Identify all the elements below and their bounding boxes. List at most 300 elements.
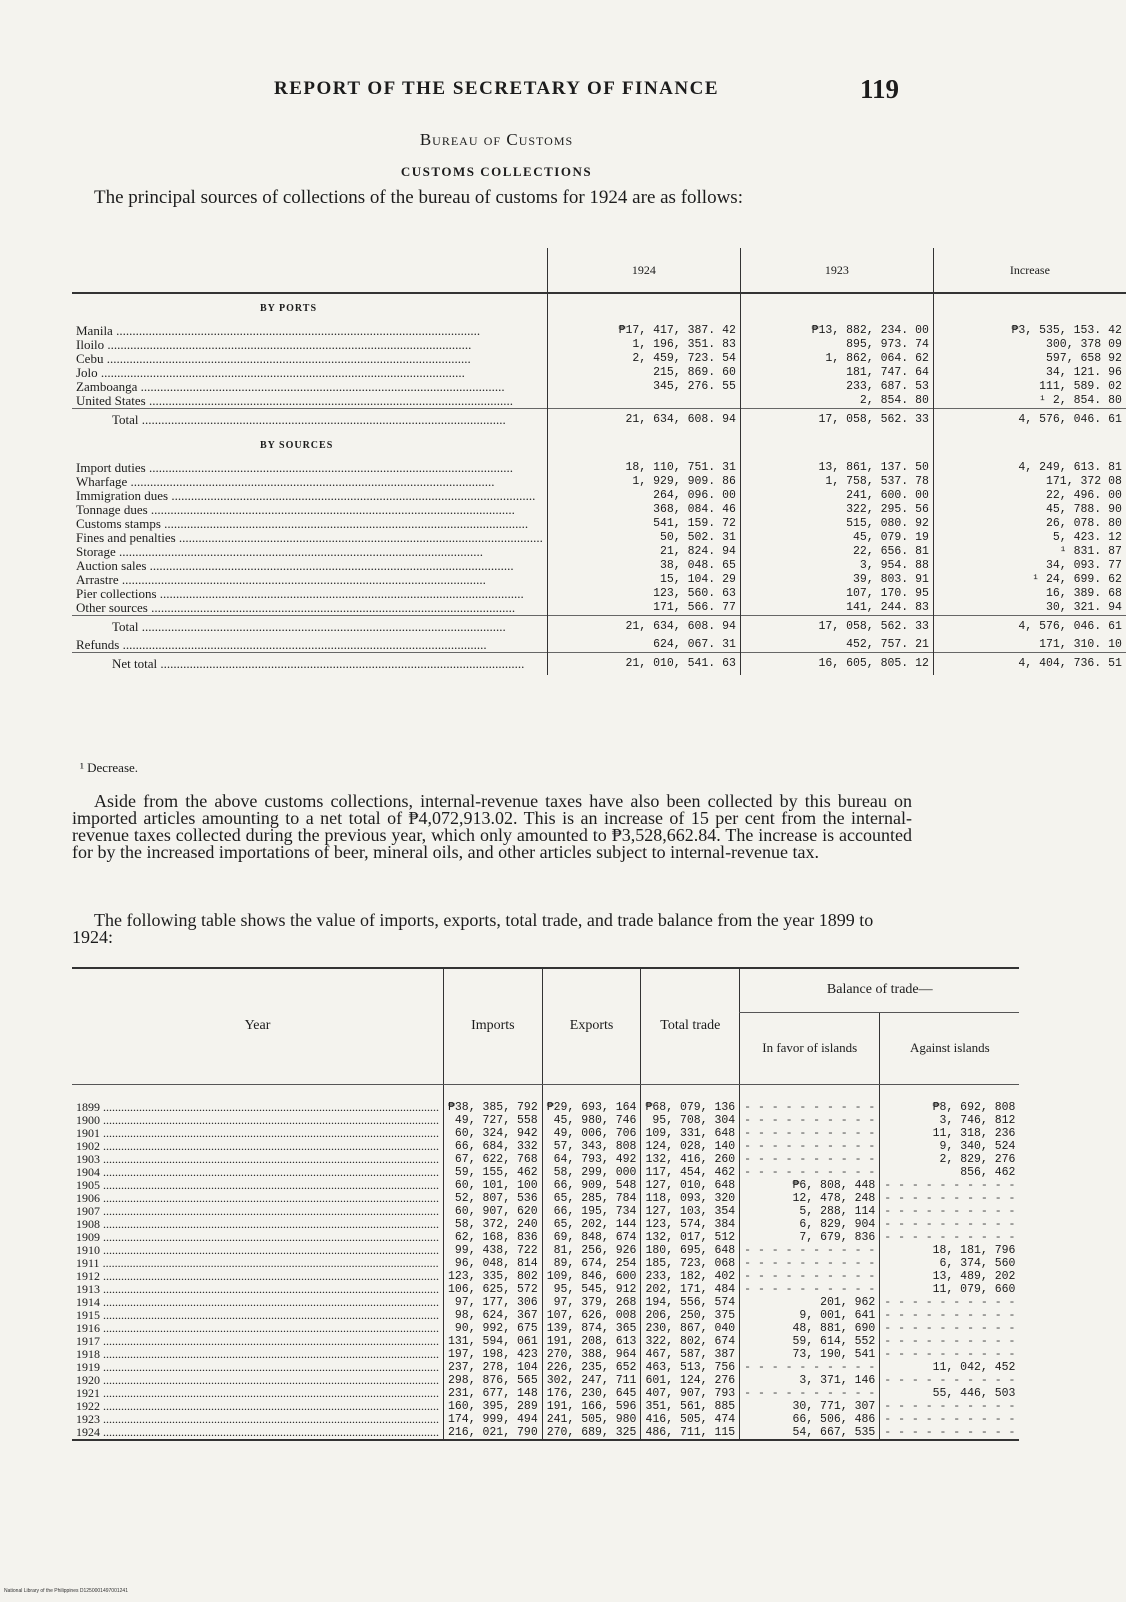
- value-cell: 132, 017, 512: [641, 1231, 740, 1244]
- row-label-text: Import duties: [76, 460, 146, 475]
- value-cell: 54, 667, 535: [740, 1426, 880, 1440]
- value-cell: 197, 198, 423: [444, 1348, 543, 1361]
- year-text: 1916: [76, 1320, 100, 1335]
- value-cell: - - - - - - - - - -: [880, 1335, 1020, 1348]
- value-cell: 181, 747. 64: [740, 366, 933, 380]
- value-cell: 6, 374, 560: [880, 1257, 1020, 1270]
- leader-dots: [113, 323, 480, 338]
- value-cell: - - - - - - - - - -: [880, 1296, 1020, 1309]
- table-row: [72, 352, 1126, 366]
- value-cell: 13, 489, 202: [880, 1270, 1020, 1283]
- value-cell: 34, 093. 77: [933, 559, 1126, 573]
- value-cell: 21, 634, 608. 94: [547, 409, 740, 432]
- value-cell: 191, 208, 613: [542, 1335, 641, 1348]
- value-cell: 66, 506, 486: [740, 1413, 880, 1426]
- value-cell: 171, 566. 77: [547, 601, 740, 616]
- label-column-header: [72, 248, 547, 293]
- value-cell: 9, 340, 524: [880, 1140, 1020, 1153]
- value-cell: 624, 067. 31: [547, 638, 740, 653]
- value-cell: 73, 190, 541: [740, 1348, 880, 1361]
- empty-cell: [740, 431, 933, 461]
- row-label: [72, 503, 547, 517]
- year-text: 1903: [76, 1151, 100, 1166]
- total-trade-column-header: Total trade: [641, 968, 740, 1084]
- row-label-text: Wharfage: [76, 474, 128, 489]
- intro-paragraph: The principal sources of collections of the bureau of customs for 1924 are as follows:: [94, 187, 743, 208]
- value-cell: 111, 589. 02: [933, 380, 1126, 394]
- year-text: 1899: [76, 1099, 100, 1114]
- leader-dots: [100, 1386, 439, 1400]
- leader-dots: [100, 1178, 439, 1192]
- row-label: [72, 653, 547, 676]
- leader-dots: [139, 619, 506, 634]
- value-cell: 486, 711, 115: [641, 1426, 740, 1440]
- value-cell: 117, 454, 462: [641, 1166, 740, 1179]
- running-header: REPORT OF THE SECRETARY OF FINANCE: [273, 78, 720, 99]
- balance-of-trade-header: Balance of trade—: [740, 968, 1020, 1012]
- value-cell: 60, 907, 620: [444, 1205, 543, 1218]
- leader-dots: [100, 1230, 439, 1244]
- value-cell: ₱29, 693, 164: [542, 1084, 641, 1114]
- leader-dots: [119, 637, 486, 652]
- value-cell: - - - - - - - - - -: [880, 1205, 1020, 1218]
- row-label: [72, 531, 547, 545]
- value-cell: 16, 389. 68: [933, 587, 1126, 601]
- year-text: 1921: [76, 1385, 100, 1400]
- value-cell: 59, 614, 552: [740, 1335, 880, 1348]
- value-cell: 237, 278, 104: [444, 1361, 543, 1374]
- leader-dots: [100, 1139, 439, 1153]
- value-cell: 30, 771, 307: [740, 1400, 880, 1413]
- sub-heading: CUSTOMS COLLECTIONS: [400, 164, 593, 179]
- value-cell: ₱38, 385, 792: [444, 1084, 543, 1114]
- value-cell: 123, 574, 384: [641, 1218, 740, 1231]
- leader-dots: [146, 460, 513, 475]
- value-cell: - - - - - - - - - -: [880, 1179, 1020, 1192]
- leader-dots: [100, 1321, 439, 1335]
- value-cell: - - - - - - - - - -: [880, 1413, 1020, 1426]
- value-cell: - - - - - - - - - -: [880, 1322, 1020, 1335]
- row-label-text: Auction sales: [76, 558, 147, 573]
- group-heading-row: [72, 293, 1126, 324]
- group-heading: BY PORTS: [260, 303, 318, 314]
- row-label-text: Iloilo: [76, 337, 105, 352]
- year-text: 1902: [76, 1138, 100, 1153]
- leader-dots: [157, 586, 524, 601]
- value-cell: 895, 973. 74: [740, 338, 933, 352]
- value-cell: 17, 058, 562. 33: [740, 616, 933, 639]
- value-cell: - - - - - - - - - -: [740, 1283, 880, 1296]
- value-cell: 230, 867, 040: [641, 1322, 740, 1335]
- value-cell: 58, 372, 240: [444, 1218, 543, 1231]
- imports-column-header: Imports: [444, 968, 543, 1084]
- row-label: [72, 338, 547, 352]
- leader-dots: [139, 412, 506, 427]
- value-cell: 49, 006, 706: [542, 1127, 641, 1140]
- value-cell: 109, 846, 600: [542, 1270, 641, 1283]
- leader-dots: [100, 1295, 439, 1309]
- value-cell: 1, 196, 351. 83: [547, 338, 740, 352]
- value-cell: 58, 299, 000: [542, 1166, 641, 1179]
- value-cell: - - - - - - - - - -: [880, 1426, 1020, 1440]
- row-label-text: Storage: [76, 544, 116, 559]
- table-row: [72, 489, 1126, 503]
- value-cell: ₱17, 417, 387. 42: [547, 324, 740, 338]
- value-cell: 185, 723, 068: [641, 1257, 740, 1270]
- value-cell: 264, 096. 00: [547, 489, 740, 503]
- value-cell: 270, 689, 325: [542, 1426, 641, 1440]
- row-label: [72, 573, 547, 587]
- group-heading-row: [72, 431, 1126, 461]
- value-cell: 123, 335, 802: [444, 1270, 543, 1283]
- leader-dots: [100, 1204, 439, 1218]
- value-cell: - - - - - - - - - -: [880, 1218, 1020, 1231]
- table-row: [72, 366, 1126, 380]
- value-cell: 174, 999, 494: [444, 1413, 543, 1426]
- leader-dots: [100, 1282, 439, 1296]
- value-cell: 3, 954. 88: [740, 559, 933, 573]
- value-cell: 2, 459, 723. 54: [547, 352, 740, 366]
- value-cell: 2, 854. 80: [740, 394, 933, 409]
- col-header-1923: 1923: [740, 248, 933, 293]
- value-cell: 38, 048. 65: [547, 559, 740, 573]
- table-row: [72, 1426, 1019, 1440]
- value-cell: 60, 324, 942: [444, 1127, 543, 1140]
- value-cell: 4, 404, 736. 51: [933, 653, 1126, 676]
- year-text: 1901: [76, 1125, 100, 1140]
- year-text: 1910: [76, 1242, 100, 1257]
- value-cell: 95, 545, 912: [542, 1283, 641, 1296]
- value-cell: - - - - - - - - - -: [880, 1374, 1020, 1387]
- value-cell: 463, 513, 756: [641, 1361, 740, 1374]
- year-text: 1907: [76, 1203, 100, 1218]
- year-text: 1905: [76, 1177, 100, 1192]
- value-cell: - - - - - - - - - -: [740, 1153, 880, 1166]
- value-cell: 21, 824. 94: [547, 545, 740, 559]
- leader-dots: [119, 572, 486, 587]
- value-cell: 50, 502. 31: [547, 531, 740, 545]
- row-label: [72, 616, 547, 639]
- footnote: ¹ Decrease.: [80, 760, 139, 775]
- leader-dots: [100, 1425, 439, 1439]
- value-cell: 171, 310. 10: [933, 638, 1126, 653]
- value-cell: 141, 244. 83: [740, 601, 933, 616]
- value-cell: 109, 331, 648: [641, 1127, 740, 1140]
- value-cell: ₱3, 535, 153. 42: [933, 324, 1126, 338]
- value-cell: 194, 556, 574: [641, 1296, 740, 1309]
- value-cell: 300, 378 09: [933, 338, 1126, 352]
- value-cell: 322, 295. 56: [740, 503, 933, 517]
- group-heading: BY SOURCES: [260, 440, 334, 451]
- table-row: [72, 338, 1126, 352]
- row-label-text: Refunds: [76, 637, 120, 652]
- leader-dots: [100, 1399, 439, 1413]
- table-row: [72, 394, 1126, 409]
- leader-dots: [100, 1412, 439, 1426]
- value-cell: - - - - - - - - - -: [880, 1400, 1020, 1413]
- value-cell: 60, 101, 100: [444, 1179, 543, 1192]
- page-number: 119: [860, 74, 900, 104]
- row-label-text: Fines and penalties: [76, 530, 176, 545]
- row-label-text: United States: [76, 393, 146, 408]
- year-text: 1915: [76, 1307, 100, 1322]
- value-cell: 368, 084. 46: [547, 503, 740, 517]
- value-cell: 123, 560. 63: [547, 587, 740, 601]
- against-column-header: Against islands: [880, 1012, 1020, 1084]
- value-cell: 67, 622, 768: [444, 1153, 543, 1166]
- table-row: [72, 601, 1126, 616]
- value-cell: 201, 962: [740, 1296, 880, 1309]
- value-cell: 233, 182, 402: [641, 1270, 740, 1283]
- leader-dots: [98, 365, 465, 380]
- leader-dots: [137, 379, 504, 394]
- leader-dots: [100, 1191, 439, 1205]
- value-cell: - - - - - - - - - -: [880, 1348, 1020, 1361]
- leader-dots: [146, 393, 513, 408]
- value-cell: 18, 110, 751. 31: [547, 461, 740, 475]
- leader-dots: [100, 1243, 439, 1257]
- value-cell: - - - - - - - - - -: [740, 1114, 880, 1127]
- value-cell: - - - - - - - - - -: [880, 1309, 1020, 1322]
- value-cell: 89, 674, 254: [542, 1257, 641, 1270]
- value-cell: 48, 881, 690: [740, 1322, 880, 1335]
- row-label-text: Manila: [76, 323, 113, 338]
- value-cell: 7, 679, 836: [740, 1231, 880, 1244]
- table-row: [72, 324, 1126, 338]
- value-cell: - - - - - - - - - -: [880, 1231, 1020, 1244]
- leader-dots: [104, 337, 471, 352]
- value-cell: 66, 684, 332: [444, 1140, 543, 1153]
- body-paragraph: Aside from the above customs collections, internal-revenue taxes have also been collected by this bureau on imported articles amounting to a net total of ₱4,072,913.02. This is an increase of 15 per cent from the internal-revenue taxes collected during the previous year, which only amounted to ₱3,528,662.84. The increase is accounted for by the increased importations of beer, mineral oils, and other articles subject to internal-revenue tax.: [72, 791, 912, 862]
- leader-dots: [116, 544, 483, 559]
- value-cell: - - - - - - - - - -: [740, 1270, 880, 1283]
- row-label: [72, 638, 547, 653]
- value-cell: 452, 757. 21: [740, 638, 933, 653]
- table-row: [72, 1084, 1019, 1114]
- value-cell: 107, 170. 95: [740, 587, 933, 601]
- value-cell: 416, 505, 474: [641, 1413, 740, 1426]
- table-row: [72, 573, 1126, 587]
- value-cell: 1, 758, 537. 78: [740, 475, 933, 489]
- value-cell: ₱68, 079, 136: [641, 1084, 740, 1114]
- value-cell: 216, 021, 790: [444, 1426, 543, 1440]
- value-cell: 176, 230, 645: [542, 1387, 641, 1400]
- row-label-text: Customs stamps: [76, 516, 161, 531]
- leader-dots: [100, 1334, 439, 1348]
- value-cell: 856, 462: [880, 1166, 1020, 1179]
- row-label: [72, 352, 547, 366]
- value-cell: 351, 561, 885: [641, 1400, 740, 1413]
- leader-dots: [100, 1269, 439, 1283]
- leader-dots: [100, 1373, 439, 1387]
- row-label-text: Pier collections: [76, 586, 157, 601]
- value-cell: 45, 980, 746: [542, 1114, 641, 1127]
- value-cell: 21, 010, 541. 63: [547, 653, 740, 676]
- value-cell: 407, 907, 793: [641, 1387, 740, 1400]
- value-cell: 65, 202, 144: [542, 1218, 641, 1231]
- value-cell: 601, 124, 276: [641, 1374, 740, 1387]
- row-label: [72, 324, 547, 338]
- value-cell: 97, 177, 306: [444, 1296, 543, 1309]
- leader-dots: [161, 516, 528, 531]
- empty-cell: [933, 293, 1126, 324]
- leader-dots: [148, 502, 515, 517]
- col-header-1924: 1924: [547, 248, 740, 293]
- value-cell: 345, 276. 55: [547, 380, 740, 394]
- row-label: [72, 587, 547, 601]
- value-cell: 1, 862, 064. 62: [740, 352, 933, 366]
- value-cell: 66, 195, 734: [542, 1205, 641, 1218]
- value-cell: 139, 874, 365: [542, 1322, 641, 1335]
- value-cell: 98, 624, 367: [444, 1309, 543, 1322]
- value-cell: 99, 438, 722: [444, 1244, 543, 1257]
- value-cell: 11, 042, 452: [880, 1361, 1020, 1374]
- row-label-text: Net total: [112, 656, 158, 671]
- empty-cell: [547, 293, 740, 324]
- value-cell: 45, 079. 19: [740, 531, 933, 545]
- row-label-text: Cebu: [76, 351, 104, 366]
- col-header-increase: Increase: [933, 248, 1126, 293]
- leader-dots: [100, 1256, 439, 1270]
- leader-dots: [100, 1360, 439, 1374]
- value-cell: - - - - - - - - - -: [740, 1387, 880, 1400]
- value-cell: 39, 803. 91: [740, 573, 933, 587]
- value-cell: 26, 078. 80: [933, 517, 1126, 531]
- year-text: 1900: [76, 1112, 100, 1127]
- value-cell: 241, 505, 980: [542, 1413, 641, 1426]
- row-label: [72, 461, 547, 475]
- value-cell: 3, 746, 812: [880, 1114, 1020, 1127]
- customs-collections-table: [72, 248, 1126, 675]
- table-row: [72, 517, 1126, 531]
- table-row: [72, 475, 1126, 489]
- value-cell: 541, 159. 72: [547, 517, 740, 531]
- table-row: [72, 559, 1126, 573]
- value-cell: 597, 658 92: [933, 352, 1126, 366]
- in-favor-column-header: In favor of islands: [740, 1012, 880, 1084]
- value-cell: ¹ 24, 699. 62: [933, 573, 1126, 587]
- value-cell: 107, 626, 008: [542, 1309, 641, 1322]
- value-cell: 13, 861, 137. 50: [740, 461, 933, 475]
- row-label: [72, 475, 547, 489]
- value-cell: 34, 121. 96: [933, 366, 1126, 380]
- value-cell: - - - - - - - - - -: [740, 1244, 880, 1257]
- table-row: [72, 409, 1126, 432]
- year-text: 1913: [76, 1281, 100, 1296]
- leader-dots: [127, 474, 494, 489]
- leader-dots: [100, 1126, 439, 1140]
- value-cell: 4, 576, 046. 61: [933, 616, 1126, 639]
- value-cell: 59, 155, 462: [444, 1166, 543, 1179]
- value-cell: 3, 371, 146: [740, 1374, 880, 1387]
- year-text: 1920: [76, 1372, 100, 1387]
- value-cell: 2, 829, 276: [880, 1153, 1020, 1166]
- value-cell: 17, 058, 562. 33: [740, 409, 933, 432]
- empty-cell: [740, 293, 933, 324]
- table-row: [72, 587, 1126, 601]
- value-cell: 66, 909, 548: [542, 1179, 641, 1192]
- row-label: [72, 380, 547, 394]
- value-cell: 5, 423. 12: [933, 531, 1126, 545]
- value-cell: 12, 478, 248: [740, 1192, 880, 1205]
- year-text: 1914: [76, 1294, 100, 1309]
- value-cell: 160, 395, 289: [444, 1400, 543, 1413]
- row-label: [72, 517, 547, 531]
- value-cell: 118, 093, 320: [641, 1192, 740, 1205]
- value-cell: - - - - - - - - - -: [740, 1127, 880, 1140]
- value-cell: ₱6, 808, 448: [740, 1179, 880, 1192]
- row-label-text: Arrastre: [76, 572, 119, 587]
- leader-dots: [157, 656, 524, 671]
- value-cell: 467, 587, 387: [641, 1348, 740, 1361]
- value-cell: 9, 001, 641: [740, 1309, 880, 1322]
- row-label: [72, 545, 547, 559]
- value-cell: [547, 394, 740, 409]
- value-cell: 18, 181, 796: [880, 1244, 1020, 1257]
- body-paragraph-table-intro: The following table shows the value of imports, exports, total trade, and trade balance from the year 1899 to 1924:: [72, 910, 874, 947]
- value-cell: 52, 807, 536: [444, 1192, 543, 1205]
- value-cell: 233, 687. 53: [740, 380, 933, 394]
- value-cell: 127, 103, 354: [641, 1205, 740, 1218]
- row-label-text: Immigration dues: [76, 488, 169, 503]
- year-text: 1906: [76, 1190, 100, 1205]
- value-cell: 131, 594, 061: [444, 1335, 543, 1348]
- value-cell: ₱8, 692, 808: [880, 1084, 1020, 1114]
- year-text: 1911: [76, 1255, 100, 1270]
- value-cell: 57, 343, 808: [542, 1140, 641, 1153]
- value-cell: 206, 250, 375: [641, 1309, 740, 1322]
- table-row: [72, 638, 1126, 653]
- year-cell: [72, 1084, 444, 1114]
- table-row: [72, 503, 1126, 517]
- value-cell: 202, 171, 484: [641, 1283, 740, 1296]
- row-label-text: Tonnage dues: [76, 502, 148, 517]
- value-cell: - - - - - - - - - -: [740, 1361, 880, 1374]
- year-column-header: Year: [72, 968, 444, 1084]
- year-text: 1923: [76, 1411, 100, 1426]
- trade-balance-table: [72, 967, 1019, 1447]
- leader-dots: [100, 1308, 439, 1322]
- value-cell: - - - - - - - - - -: [880, 1192, 1020, 1205]
- value-cell: 22, 656. 81: [740, 545, 933, 559]
- year-cell: [72, 1426, 444, 1440]
- exports-column-header: Exports: [542, 968, 641, 1084]
- value-cell: 5, 288, 114: [740, 1205, 880, 1218]
- value-cell: 132, 416, 260: [641, 1153, 740, 1166]
- leader-dots: [100, 1165, 439, 1179]
- row-label-text: Total: [112, 619, 139, 634]
- value-cell: 55, 446, 503: [880, 1387, 1020, 1400]
- empty-cell: [933, 431, 1126, 461]
- row-label: [72, 489, 547, 503]
- row-label: [72, 409, 547, 432]
- year-text: 1919: [76, 1359, 100, 1374]
- leader-dots: [100, 1152, 439, 1166]
- value-cell: 241, 600. 00: [740, 489, 933, 503]
- value-cell: 16, 605, 805. 12: [740, 653, 933, 676]
- value-cell: 96, 048, 814: [444, 1257, 543, 1270]
- value-cell: 11, 318, 236: [880, 1127, 1020, 1140]
- year-text: 1924: [76, 1424, 100, 1439]
- year-text: 1912: [76, 1268, 100, 1283]
- value-cell: 180, 695, 648: [641, 1244, 740, 1257]
- leader-dots: [148, 600, 515, 615]
- value-cell: 124, 028, 140: [641, 1140, 740, 1153]
- value-cell: - - - - - - - - - -: [740, 1140, 880, 1153]
- value-cell: 11, 079, 660: [880, 1283, 1020, 1296]
- year-text: 1904: [76, 1164, 100, 1179]
- row-label: [72, 366, 547, 380]
